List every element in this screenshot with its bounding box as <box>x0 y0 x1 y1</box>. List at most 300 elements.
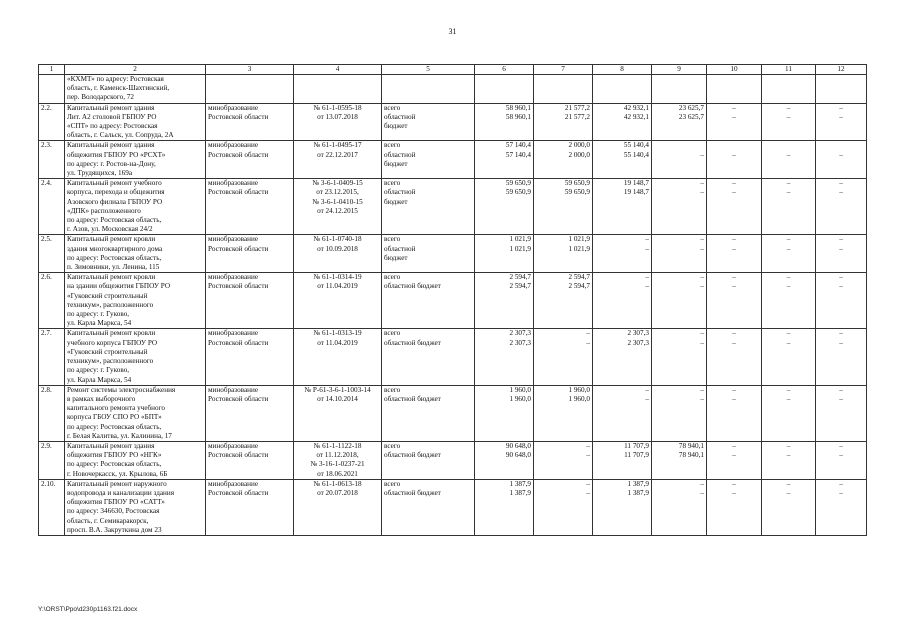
object-name-line: просп. В.А. Закруткина дом 23 <box>67 525 162 534</box>
amount-col9-line: – <box>700 150 704 159</box>
amount-col8-cell <box>593 235 652 273</box>
amount-col10-cell <box>707 103 762 141</box>
row-number-cell: 2.2. <box>39 103 65 141</box>
amount-col10-line: – <box>732 273 736 282</box>
authority-line: Ростовской области <box>208 282 269 291</box>
amount-col9-cell <box>652 329 707 385</box>
object-name-line: учебного корпуса ГБПОУ РО <box>67 338 158 347</box>
object-name-line: Капитальный ремонт кровли <box>67 273 156 282</box>
object-name-cell <box>65 329 206 385</box>
authority-cell <box>206 329 294 385</box>
object-name-line: п. Зимовники, ул. Ленина, 115 <box>67 263 160 272</box>
amount-col10-line: – <box>732 235 736 244</box>
object-name-line: по адресу: Ростовская область, <box>67 460 162 469</box>
amount-col12-line: – <box>839 329 843 338</box>
expertise-number-line <box>296 75 379 84</box>
amount-col10-line: – <box>732 488 736 497</box>
object-name-line: корпуса, перехода и общежития <box>67 188 165 197</box>
object-name-line: «Гуковский строительный <box>67 347 148 356</box>
funding-source-line: всего <box>384 385 401 394</box>
funding-source-line: бюджет <box>384 122 408 131</box>
amount-col11-line: – <box>786 451 791 460</box>
amount-col7-line <box>536 75 590 84</box>
amount-col11-cell <box>762 141 816 179</box>
amount-col10-cell <box>707 385 762 441</box>
column-number: 2 <box>65 65 206 75</box>
expertise-number-line: № 3-6-1-0409-15 <box>312 179 363 188</box>
amount-col9-line: – <box>700 179 704 188</box>
authority-line <box>208 75 291 84</box>
amount-col7-line: 2 000,0 <box>568 141 590 150</box>
expertise-number-line: от 22.12.2017 <box>317 150 358 159</box>
funding-source-cell <box>382 103 475 141</box>
table-row <box>39 441 867 479</box>
expertise-number-line: от 10.09.2018 <box>317 244 358 253</box>
expertise-number-line: № 61-1-0314-19 <box>313 273 362 282</box>
column-number: 10 <box>707 65 762 75</box>
amount-col7-line: – <box>586 488 590 497</box>
amount-col6-cell <box>475 273 534 329</box>
object-name-line: Капитальный ремонт кровли <box>67 235 156 244</box>
amount-col9-line: – <box>700 273 704 282</box>
table-row <box>39 103 867 141</box>
amount-col10-line: – <box>732 244 736 253</box>
amount-col12-cell <box>816 385 867 441</box>
table-row <box>39 141 867 179</box>
amount-col6-cell <box>475 103 534 141</box>
amount-col6-line: 58 960,1 <box>505 112 531 121</box>
authority-cell <box>206 441 294 479</box>
expertise-number-cell <box>294 385 382 441</box>
amount-col7-cell <box>534 103 593 141</box>
funding-source-line: бюджет <box>384 253 408 262</box>
row-number-cell: 2.4. <box>39 179 65 235</box>
amount-col6-cell <box>475 141 534 179</box>
amount-col11-line: – <box>786 273 791 282</box>
column-number: 1 <box>39 65 65 75</box>
column-number: 12 <box>816 65 867 75</box>
object-name-line: по адресу: Ростовская область, <box>67 253 162 262</box>
amount-col8-cell <box>593 141 652 179</box>
funding-source-cell <box>382 75 475 104</box>
authority-line: минобразование <box>208 235 259 244</box>
amount-col6-cell <box>475 441 534 479</box>
amount-col11-cell <box>762 235 816 273</box>
object-name-line: капитального ремонта учебного <box>67 404 165 413</box>
amount-col8-line <box>595 75 649 84</box>
amount-col8-cell <box>593 385 652 441</box>
authority-line: минобразование <box>208 141 259 150</box>
expertise-number-cell <box>294 103 382 141</box>
amount-col10-line: – <box>732 179 736 188</box>
funding-source-cell <box>382 385 475 441</box>
object-name-line: «КХМТ» по адресу: Ростовская <box>67 75 164 83</box>
expertise-number-cell <box>294 329 382 385</box>
funding-source-cell <box>382 235 475 273</box>
object-name-line: пер. Володарского, 72 <box>67 93 134 102</box>
funding-source-line: областной <box>384 188 416 197</box>
amount-col8-line: 42 932,1 <box>623 103 649 112</box>
amount-col7-cell <box>534 479 593 535</box>
object-name-line: по адресу: г. Гуково, <box>67 310 130 319</box>
object-name-line: общежития ГБПОУ РО «РСХТ» <box>67 150 166 159</box>
amount-col12-cell <box>816 273 867 329</box>
funding-source-line: бюджет <box>384 197 408 206</box>
object-name-line: водопровода и канализации здания <box>67 488 175 497</box>
funding-source-cell <box>382 179 475 235</box>
expertise-number-line: № 61-1-0495-17 <box>313 141 362 150</box>
object-name-line: область, г. Каменск-Шахтинский, <box>67 84 170 93</box>
amount-col6-line: 2 307,3 <box>509 329 531 338</box>
amount-col11-cell <box>762 75 816 104</box>
amount-col11-cell <box>762 103 816 141</box>
amount-col11-line: – <box>786 282 791 291</box>
amount-col10-line <box>709 141 759 150</box>
authority-line: минобразование <box>208 329 259 338</box>
amount-col11-line: – <box>786 479 791 488</box>
amount-col10-line: – <box>732 441 736 450</box>
amount-col9-line <box>654 75 704 84</box>
funding-source-line: всего <box>384 103 401 112</box>
table-row <box>39 235 867 273</box>
amount-col9-line: 78 940,1 <box>678 451 704 460</box>
funding-source-line: областной <box>384 150 416 159</box>
amount-col7-line: – <box>586 441 590 450</box>
object-name-line: Капитальный ремонт учебного <box>67 179 162 188</box>
amount-col9-line: – <box>700 488 704 497</box>
amount-col6-cell <box>475 479 534 535</box>
amount-col9-line: 78 940,1 <box>678 441 704 450</box>
row-number-cell: 2.9. <box>39 441 65 479</box>
amount-col6-line: 57 140,4 <box>505 141 531 150</box>
object-name-cell <box>65 103 206 141</box>
amount-col7-line: 21 577,2 <box>564 112 590 121</box>
amount-col11-line: – <box>786 188 791 197</box>
amount-col11-cell <box>762 273 816 329</box>
amount-col6-cell <box>475 235 534 273</box>
funding-source-cell <box>382 479 475 535</box>
object-name-line: область, г. Семикаракорск, <box>67 516 149 525</box>
amount-col8-line: 2 307,3 <box>627 329 649 338</box>
funding-source-line: всего <box>384 273 401 282</box>
authority-line: минобразование <box>208 385 259 394</box>
object-name-line: на здании общежития ГБПОУ РО <box>67 282 171 291</box>
amount-col9-line: – <box>700 479 704 488</box>
page-number: 31 <box>448 27 457 36</box>
amount-col10-line: – <box>732 112 736 121</box>
object-name-line: ул. Карла Маркса, 54 <box>67 319 132 328</box>
amount-col6-cell <box>475 179 534 235</box>
amount-col12-line: – <box>839 338 843 347</box>
column-number: 9 <box>652 65 707 75</box>
amount-col12-cell <box>816 141 867 179</box>
amount-col9-cell <box>652 273 707 329</box>
amount-col8-cell <box>593 179 652 235</box>
amount-col6-line <box>477 75 531 84</box>
amount-col8-line: – <box>645 244 649 253</box>
object-name-line: Азовского филиала ГБПОУ РО <box>67 197 163 206</box>
column-number-header-row <box>39 65 867 75</box>
amount-col8-line: 11 707,9 <box>624 451 649 460</box>
amount-col12-line: – <box>839 451 843 460</box>
amount-col10-line: – <box>732 451 736 460</box>
amount-col11-line: – <box>786 441 791 450</box>
column-number: 3 <box>206 65 294 75</box>
amount-col6-line: 2 307,3 <box>509 338 531 347</box>
amount-col7-line: – <box>586 451 590 460</box>
object-name-line: ул. Трудящихся, 169а <box>67 169 133 178</box>
row-number-cell: 2.5. <box>39 235 65 273</box>
amount-col8-cell <box>593 329 652 385</box>
amount-col9-line: – <box>700 244 704 253</box>
object-name-line: Капитальный ремонт здания <box>67 141 155 150</box>
object-name-cell <box>65 75 206 104</box>
amount-col9-line: – <box>700 338 704 347</box>
amount-col12-line: – <box>839 479 843 488</box>
object-name-line: по адресу: 346630, Ростовская <box>67 507 160 516</box>
amount-col6-cell <box>475 385 534 441</box>
funding-source-line: бюджет <box>384 159 408 168</box>
object-name-line: техникум», расположенного <box>67 357 154 366</box>
amount-col8-line: 42 932,1 <box>623 112 649 121</box>
expertise-number-line: № Р-61-3-6-1-1003-14 <box>304 385 371 394</box>
amount-col12-cell <box>816 179 867 235</box>
amount-col6-line: 2 594,7 <box>509 282 531 291</box>
amount-col6-line: 1 021,9 <box>509 235 531 244</box>
funding-source-cell <box>382 273 475 329</box>
object-name-line: «Гуковский строительный <box>67 291 148 300</box>
amount-col8-line: – <box>645 273 649 282</box>
authority-cell <box>206 235 294 273</box>
expertise-number-cell <box>294 479 382 535</box>
authority-line: минобразование <box>208 273 259 282</box>
amount-col6-line: 2 594,7 <box>509 273 531 282</box>
object-name-line: Капитальный ремонт наружного <box>67 479 167 488</box>
amount-col7-line: 2 594,7 <box>568 282 590 291</box>
program-table <box>38 64 867 536</box>
expertise-number-line: № 3-6-1-0410-15 <box>312 197 363 206</box>
funding-source-line: областной бюджет <box>384 488 441 497</box>
amount-col12-cell <box>816 329 867 385</box>
funding-source-cell <box>382 141 475 179</box>
amount-col12-line: – <box>839 488 843 497</box>
amount-col9-line: 23 625,7 <box>678 103 704 112</box>
amount-col8-line: – <box>645 394 649 403</box>
expertise-number-line: № 61-1-0313-19 <box>313 329 362 338</box>
amount-col7-line: 2 000,0 <box>568 150 590 159</box>
authority-line: Ростовской области <box>208 451 269 460</box>
amount-col10-cell <box>707 273 762 329</box>
object-name-line: здания многоквартирного дома <box>67 244 163 253</box>
amount-col7-line: 1 960,0 <box>568 385 590 394</box>
authority-cell <box>206 75 294 104</box>
amount-col10-line: – <box>732 103 736 112</box>
amount-col11-cell <box>762 479 816 535</box>
amount-col12-line: – <box>839 179 843 188</box>
table-row <box>39 273 867 329</box>
amount-col6-line: 1 387,9 <box>509 479 531 488</box>
amount-col12-line: – <box>839 103 843 112</box>
object-name-line: г. Белая Калитва, ул. Калинина, 17 <box>67 431 172 440</box>
authority-line: Ростовской области <box>208 150 269 159</box>
amount-col6-line: 59 650,9 <box>505 188 531 197</box>
amount-col7-line: – <box>586 329 590 338</box>
amount-col12-cell <box>816 235 867 273</box>
amount-col12-line: – <box>839 282 843 291</box>
expertise-number-cell <box>294 235 382 273</box>
funding-source-line: областной <box>384 112 416 121</box>
amount-col8-line: 2 307,3 <box>627 338 649 347</box>
expertise-number-line: от 20.07.2018 <box>317 488 358 497</box>
funding-source-cell <box>382 441 475 479</box>
amount-col10-line: – <box>732 479 736 488</box>
object-name-cell <box>65 441 206 479</box>
authority-cell <box>206 479 294 535</box>
authority-line: Ростовской области <box>208 338 269 347</box>
object-name-line: г. Азов, ул. Московская 24/2 <box>67 225 153 234</box>
amount-col7-cell <box>534 141 593 179</box>
amount-col9-cell <box>652 103 707 141</box>
authority-cell <box>206 103 294 141</box>
object-name-cell <box>65 179 206 235</box>
expertise-number-line: от 13.07.2018 <box>317 112 358 121</box>
funding-source-line: областной бюджет <box>384 338 441 347</box>
object-name-line: по адресу: Ростовская область, <box>67 422 162 431</box>
table-row <box>39 479 867 535</box>
authority-line: Ростовской области <box>208 188 269 197</box>
amount-col10-line <box>709 75 759 84</box>
amount-col11-line: – <box>786 150 791 159</box>
funding-source-line: всего <box>384 329 401 338</box>
expertise-number-line: от 14.10.2014 <box>317 394 358 403</box>
funding-source-line: областной <box>384 244 416 253</box>
authority-line: Ростовской области <box>208 394 269 403</box>
table-row <box>39 385 867 441</box>
expertise-number-line: от 23.12.2015, <box>316 188 359 197</box>
expertise-number-line: от 18.06.2021 <box>317 469 358 478</box>
authority-line: минобразование <box>208 179 259 188</box>
amount-col6-line: 1 960,0 <box>509 394 531 403</box>
amount-col12-line <box>818 141 864 150</box>
authority-line: минобразование <box>208 103 259 112</box>
object-name-line: Лит. А2 столовой ГБПОУ РО <box>67 112 157 121</box>
amount-col10-line: – <box>732 188 736 197</box>
amount-col11-line: – <box>786 488 791 497</box>
amount-col10-line: – <box>732 394 736 403</box>
object-name-line: в рамках выборочного <box>67 394 136 403</box>
amount-col9-line: – <box>700 235 704 244</box>
amount-col11-line: – <box>786 112 791 121</box>
funding-source-line: всего <box>384 235 401 244</box>
amount-col12-line: – <box>839 112 843 121</box>
amount-col8-line: 1 387,9 <box>627 488 649 497</box>
expertise-number-cell <box>294 273 382 329</box>
amount-col10-cell <box>707 441 762 479</box>
amount-col11-line: – <box>786 338 791 347</box>
authority-line: минобразование <box>208 479 259 488</box>
object-name-line: общежития ГБПОУ РО «САТТ» <box>67 498 165 507</box>
table-row <box>39 329 867 385</box>
amount-col11-cell <box>762 385 816 441</box>
expertise-number-line: № 61-1-0613-18 <box>313 479 362 488</box>
amount-col8-line: 11 707,9 <box>624 441 649 450</box>
amount-col11-line: – <box>786 329 791 338</box>
column-number: 7 <box>534 65 593 75</box>
amount-col10-line: – <box>732 329 736 338</box>
amount-col6-line: 90 648,0 <box>505 451 531 460</box>
amount-col9-line: – <box>700 394 704 403</box>
amount-col7-line: 59 650,9 <box>564 179 590 188</box>
amount-col9-line: 23 625,7 <box>678 112 704 121</box>
amount-col12-line: – <box>839 441 843 450</box>
amount-col12-cell <box>816 75 867 104</box>
amount-col10-cell <box>707 235 762 273</box>
amount-col6-line: 57 140,4 <box>505 150 531 159</box>
row-number-cell: 2.7. <box>39 329 65 385</box>
amount-col10-cell <box>707 479 762 535</box>
amount-col8-cell <box>593 103 652 141</box>
object-name-cell <box>65 273 206 329</box>
expertise-number-line: от 11.04.2019 <box>317 282 358 291</box>
amount-col11-line: – <box>786 103 791 112</box>
amount-col8-cell <box>593 441 652 479</box>
expertise-number-line: № 61-1-0740-18 <box>313 235 362 244</box>
object-name-line: Ремонт системы электроснабжения <box>67 385 176 394</box>
amount-col12-line: – <box>839 244 843 253</box>
amount-col8-line: 1 387,9 <box>627 479 649 488</box>
amount-col11-line <box>764 75 813 84</box>
amount-col6-line: 1 021,9 <box>509 244 531 253</box>
amount-col6-cell <box>475 75 534 104</box>
amount-col7-line: – <box>586 338 590 347</box>
table-row <box>39 75 867 104</box>
amount-col8-cell <box>593 75 652 104</box>
amount-col6-line: 59 650,9 <box>505 179 531 188</box>
amount-col12-line: – <box>839 273 843 282</box>
amount-col6-line: 90 648,0 <box>505 441 531 450</box>
amount-col9-cell <box>652 479 707 535</box>
amount-col10-line: – <box>732 338 736 347</box>
object-name-cell <box>65 479 206 535</box>
authority-cell <box>206 385 294 441</box>
amount-col7-cell <box>534 385 593 441</box>
object-name-line: «СПТ» по адресу: Ростовская <box>67 122 158 131</box>
expertise-number-line: от 11.04.2019 <box>317 338 358 347</box>
column-number: 8 <box>593 65 652 75</box>
amount-col7-cell <box>534 273 593 329</box>
funding-source-line: всего <box>384 441 401 450</box>
funding-source-line <box>384 75 472 84</box>
file-path-footer: Y:\ORST\Ppo\d230p1163.f21.docx <box>38 606 138 613</box>
amount-col11-cell <box>762 329 816 385</box>
amount-col8-line: 55 140,4 <box>623 150 649 159</box>
object-name-line: область, г. Сальск, ул. Сопруда, 2А <box>67 131 174 140</box>
amount-col11-line: – <box>786 244 791 253</box>
amount-col7-line: 1 021,9 <box>568 235 590 244</box>
amount-col12-line <box>818 75 864 84</box>
amount-col9-line: – <box>700 385 704 394</box>
amount-col12-cell <box>816 441 867 479</box>
object-name-line: «ДПК» расположенного <box>67 206 141 215</box>
row-number-cell: 2.3. <box>39 141 65 179</box>
amount-col10-line: – <box>732 150 736 159</box>
amount-col11-cell <box>762 179 816 235</box>
amount-col6-line: 1 387,9 <box>509 488 531 497</box>
amount-col8-line: – <box>645 235 649 244</box>
amount-col12-line: – <box>839 385 843 394</box>
amount-col11-line: – <box>786 385 791 394</box>
table-row <box>39 179 867 235</box>
